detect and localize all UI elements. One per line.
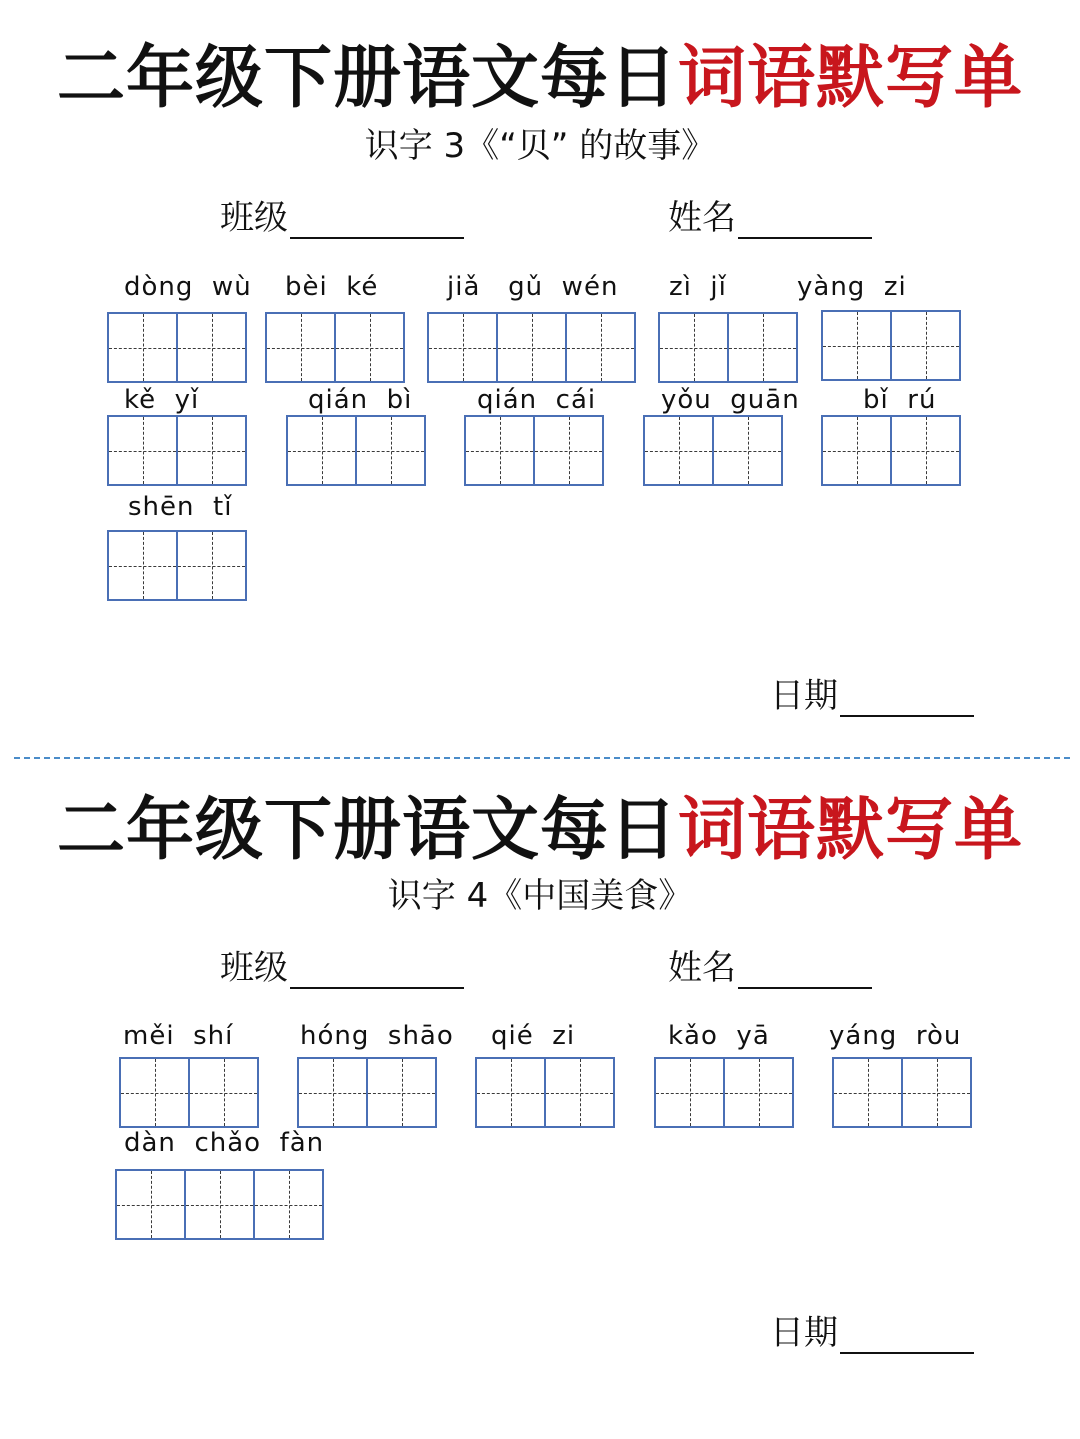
name-blank[interactable] [738, 203, 872, 239]
tianzige-cell[interactable] [119, 1057, 190, 1128]
class-field[interactable] [220, 190, 464, 239]
class-field[interactable] [220, 940, 464, 989]
word-pinyin: dòng wù [124, 272, 252, 302]
name-field[interactable] [668, 190, 872, 239]
tianzige-cell[interactable] [654, 1057, 725, 1128]
class-blank[interactable] [290, 203, 464, 239]
writing-grid[interactable] [658, 312, 796, 383]
tianzige-cell[interactable] [107, 530, 178, 601]
writing-grid[interactable] [821, 415, 959, 486]
tianzige-cell[interactable] [727, 312, 798, 383]
word-pinyin: dàn chǎo fàn [124, 1128, 325, 1158]
tianzige-cell[interactable] [115, 1169, 186, 1240]
tianzige-cell[interactable] [890, 415, 961, 486]
date-field[interactable] [770, 668, 974, 717]
tianzige-cell[interactable] [565, 312, 636, 383]
date-field[interactable] [770, 1305, 974, 1354]
word-pinyin: shēn tǐ [128, 492, 233, 522]
tianzige-cell[interactable] [184, 1169, 255, 1240]
word-pinyin: qián bì [308, 385, 413, 415]
lesson-title: 识字 4《中国美食》 [387, 876, 693, 916]
tianzige-cell[interactable] [533, 415, 604, 486]
tianzige-cell[interactable] [265, 312, 336, 383]
word-pinyin: yàng zi [797, 272, 907, 302]
tianzige-cell[interactable] [658, 312, 729, 383]
tianzige-cell[interactable] [544, 1057, 615, 1128]
writing-grid[interactable] [464, 415, 602, 486]
writing-grid[interactable] [119, 1057, 257, 1128]
tianzige-cell[interactable] [475, 1057, 546, 1128]
writing-grid[interactable] [643, 415, 781, 486]
word-pinyin: měi shí [123, 1021, 234, 1051]
tianzige-cell[interactable] [188, 1057, 259, 1128]
writing-grid[interactable] [475, 1057, 613, 1128]
tianzige-cell[interactable] [427, 312, 498, 383]
tianzige-cell[interactable] [286, 415, 357, 486]
tianzige-cell[interactable] [176, 415, 247, 486]
title-main: 二年级下册语文每日 [56, 790, 678, 870]
writing-grid[interactable] [297, 1057, 435, 1128]
tianzige-cell[interactable] [334, 312, 405, 383]
date-label: 日期 [770, 676, 838, 716]
tianzige-cell[interactable] [821, 310, 892, 381]
word-pinyin: bǐ rú [863, 385, 937, 415]
name-label: 姓名 [668, 948, 736, 988]
date-label: 日期 [770, 1313, 838, 1353]
class-label: 班级 [220, 198, 288, 238]
date-blank[interactable] [840, 681, 974, 717]
tianzige-cell[interactable] [821, 415, 892, 486]
sheet-title [0, 776, 1080, 873]
title-highlight: 词语默写单 [678, 38, 1024, 118]
class-label: 班级 [220, 948, 288, 988]
cut-line-divider [14, 757, 1070, 759]
tianzige-cell[interactable] [901, 1057, 972, 1128]
word-pinyin: kě yǐ [124, 385, 200, 415]
writing-grid[interactable] [107, 415, 245, 486]
tianzige-cell[interactable] [496, 312, 567, 383]
lesson-title: 识字 3《“贝” 的故事》 [364, 126, 716, 166]
title-main: 二年级下册语文每日 [56, 38, 678, 118]
tianzige-cell[interactable] [832, 1057, 903, 1128]
tianzige-cell[interactable] [253, 1169, 324, 1240]
name-label: 姓名 [668, 198, 736, 238]
word-pinyin: zì jǐ [669, 272, 727, 302]
tianzige-cell[interactable] [464, 415, 535, 486]
writing-grid[interactable] [427, 312, 634, 383]
sheet-title [0, 24, 1080, 121]
tianzige-cell[interactable] [176, 530, 247, 601]
word-pinyin: yáng ròu [829, 1021, 962, 1051]
name-blank[interactable] [738, 953, 872, 989]
word-pinyin: hóng shāo [300, 1021, 454, 1051]
tianzige-cell[interactable] [107, 415, 178, 486]
writing-grid[interactable] [107, 530, 245, 601]
tianzige-cell[interactable] [355, 415, 426, 486]
writing-grid[interactable] [265, 312, 403, 383]
writing-grid[interactable] [107, 312, 245, 383]
writing-grid[interactable] [832, 1057, 970, 1128]
tianzige-cell[interactable] [107, 312, 178, 383]
word-pinyin: yǒu guān [661, 385, 800, 415]
date-blank[interactable] [840, 1318, 974, 1354]
tianzige-cell[interactable] [176, 312, 247, 383]
writing-grid[interactable] [115, 1169, 322, 1240]
word-pinyin: bèi ké [285, 272, 379, 302]
title-highlight: 词语默写单 [678, 790, 1024, 870]
tianzige-cell[interactable] [297, 1057, 368, 1128]
class-blank[interactable] [290, 953, 464, 989]
name-field[interactable] [668, 940, 872, 989]
tianzige-cell[interactable] [643, 415, 714, 486]
tianzige-cell[interactable] [366, 1057, 437, 1128]
tianzige-cell[interactable] [712, 415, 783, 486]
writing-grid[interactable] [286, 415, 424, 486]
word-pinyin: qié zi [491, 1021, 576, 1051]
word-pinyin: qián cái [477, 385, 597, 415]
tianzige-cell[interactable] [890, 310, 961, 381]
word-pinyin: kǎo yā [668, 1021, 770, 1051]
writing-grid[interactable] [821, 310, 959, 381]
writing-grid[interactable] [654, 1057, 792, 1128]
tianzige-cell[interactable] [723, 1057, 794, 1128]
word-pinyin: jiǎ gǔ wén [447, 272, 619, 302]
